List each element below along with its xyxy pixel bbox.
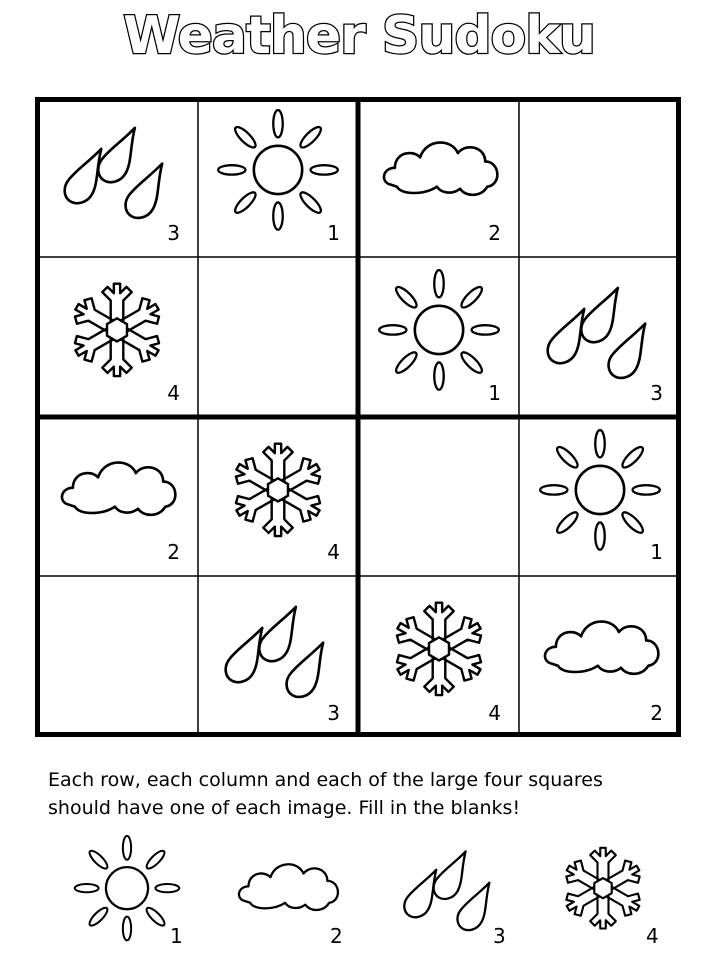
grid-cell bbox=[519, 576, 681, 737]
sun-icon bbox=[376, 269, 502, 395]
grid-cell bbox=[35, 97, 198, 257]
cell-number: 4 bbox=[327, 540, 340, 564]
instructions-line-2: should have one of each image. Fill in the blanks! bbox=[48, 797, 521, 819]
page-title: Weather Sudoku bbox=[123, 6, 595, 66]
key-number: 2 bbox=[330, 924, 343, 948]
rain-icon bbox=[215, 588, 341, 714]
cell-number: 4 bbox=[488, 701, 501, 725]
key-item bbox=[232, 835, 372, 950]
cloud-icon bbox=[537, 588, 663, 714]
snowflake-icon bbox=[54, 269, 180, 395]
cell-number: 4 bbox=[167, 381, 180, 405]
sun-icon bbox=[215, 109, 341, 235]
cell-number: 2 bbox=[167, 540, 180, 564]
cell-number: 3 bbox=[327, 701, 340, 725]
snowflake-icon bbox=[376, 588, 502, 714]
grid-cell-blank[interactable] bbox=[198, 257, 358, 417]
grid-cell bbox=[198, 576, 358, 737]
cloud-icon bbox=[376, 109, 502, 235]
snowflake-icon bbox=[548, 835, 658, 945]
snowflake-icon bbox=[215, 429, 341, 555]
key-item bbox=[395, 835, 535, 950]
cell-number: 1 bbox=[650, 540, 663, 564]
grid-cell-blank[interactable] bbox=[519, 97, 681, 257]
sudoku-board bbox=[35, 97, 681, 737]
cell-number: 3 bbox=[650, 381, 663, 405]
sun-icon bbox=[72, 835, 182, 945]
grid-cell bbox=[519, 417, 681, 576]
grid-cell bbox=[358, 576, 519, 737]
cell-number: 2 bbox=[650, 701, 663, 725]
instructions-line-1: Each row, each column and each of the large four squares bbox=[48, 769, 603, 791]
grid-cell bbox=[519, 257, 681, 417]
key-item bbox=[72, 835, 212, 950]
grid-cell-blank[interactable] bbox=[35, 576, 198, 737]
cell-number: 1 bbox=[488, 381, 501, 405]
key-number: 3 bbox=[493, 924, 506, 948]
cell-number: 3 bbox=[167, 221, 180, 245]
grid-cell bbox=[198, 97, 358, 257]
cell-number: 2 bbox=[488, 221, 501, 245]
grid-cell bbox=[35, 257, 198, 417]
grid-cell bbox=[358, 97, 519, 257]
rain-icon bbox=[54, 109, 180, 235]
grid-cell bbox=[198, 417, 358, 576]
grid-cell bbox=[35, 417, 198, 576]
sun-icon bbox=[537, 429, 663, 555]
key-number: 4 bbox=[646, 924, 659, 948]
grid-cell-blank[interactable] bbox=[358, 417, 519, 576]
cell-number: 1 bbox=[327, 221, 340, 245]
rain-icon bbox=[537, 269, 663, 395]
rain-icon bbox=[395, 835, 505, 945]
grid-cell bbox=[358, 257, 519, 417]
cloud-icon bbox=[54, 429, 180, 555]
key-item bbox=[548, 835, 688, 950]
key-number: 1 bbox=[170, 924, 183, 948]
cloud-icon bbox=[232, 835, 342, 945]
instructions bbox=[48, 766, 688, 822]
